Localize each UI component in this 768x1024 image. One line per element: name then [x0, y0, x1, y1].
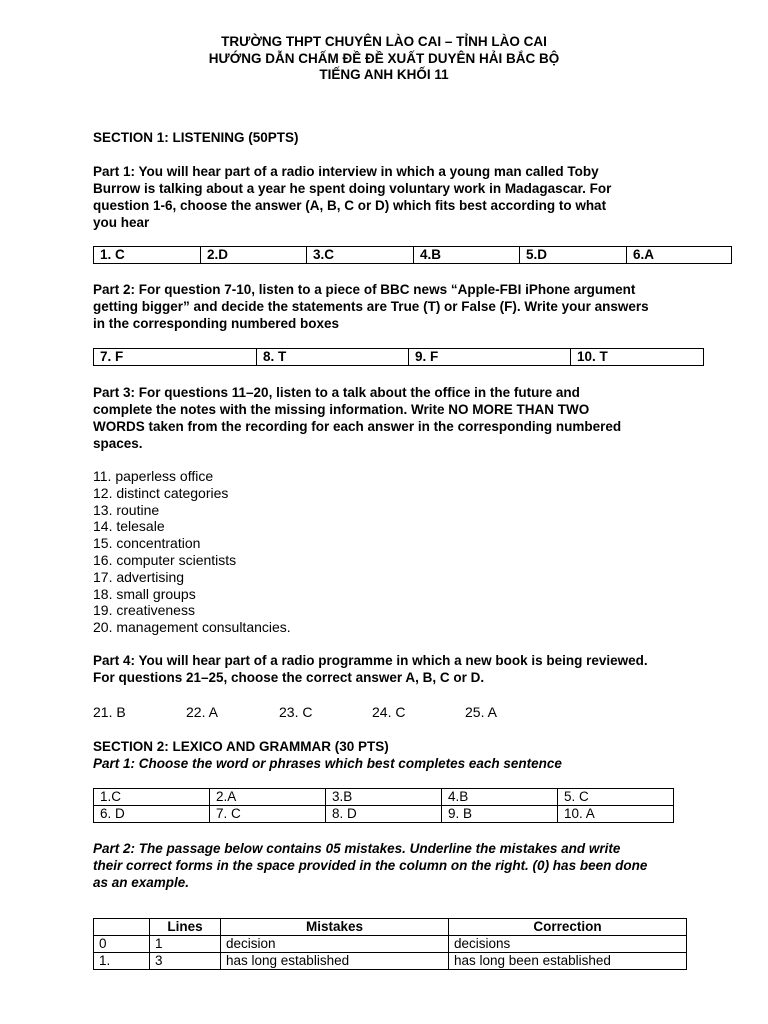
answer-cell: 4.B — [414, 247, 520, 264]
section2-part1-instruction: Part 1: Choose the word or phrases which best completes each sentence — [93, 756, 562, 771]
answer-cell: 10. A — [558, 806, 674, 823]
answer-cell: 5. C — [558, 789, 674, 806]
section1-part3-instruction: Part 3: For questions 11–20, listen to a talk about the office in the future and complete the notes with the missing information. Write NO MORE THAN TWO WORDS taken from the recording for each answer in the corresponding numbered spaces. — [93, 385, 622, 451]
table-cell: has long established — [221, 953, 449, 970]
part4-answer: 25. A — [465, 704, 497, 720]
answer-cell: 2.D — [201, 247, 307, 264]
list-item: 12. distinct categories — [93, 484, 229, 501]
table-cell: 1. — [94, 953, 150, 970]
answer-cell: 1. C — [94, 247, 201, 264]
part4-answer: 24. C — [372, 704, 406, 720]
part2-answer-table — [93, 348, 704, 366]
answer-cell: 7. F — [94, 349, 257, 366]
list-item: 13. routine — [93, 501, 160, 518]
list-item: 11. paperless office — [93, 468, 214, 484]
subject-grade: TIẾNG ANH KHỐI 11 — [319, 67, 449, 82]
answer-cell: 8. T — [257, 349, 409, 366]
section1-title: SECTION 1: LISTENING (50PTS) — [93, 130, 299, 145]
table-header-row — [94, 919, 687, 936]
table-row — [94, 247, 732, 264]
answer-cell: 10. T — [571, 349, 704, 366]
list-item: 20. management consultancies. — [93, 619, 291, 636]
answer-cell: 1.C — [94, 789, 210, 806]
column-header: Lines — [150, 919, 221, 936]
section1-part2-instruction: Part 2: For question 7-10, listen to a piece of BBC news “Apple-FBI iPhone argument getting bigger” and decide the statements are True (T) or False (F). Write your answers in the corresponding numbered boxes — [93, 282, 649, 331]
mistakes-table — [93, 918, 687, 970]
table-cell: decision — [221, 936, 449, 953]
list-item: 19. creativeness — [93, 602, 195, 619]
list-item: 17. advertising — [93, 568, 185, 585]
list-item: 16. computer scientists — [93, 551, 237, 568]
list-item: 14. telesale — [93, 518, 165, 535]
answer-cell: 3.C — [307, 247, 414, 264]
answer-cell: 2.A — [210, 789, 326, 806]
answer-cell: 9. B — [442, 806, 558, 823]
table-row — [94, 349, 704, 366]
column-header: Mistakes — [221, 919, 449, 936]
table-cell: 1 — [150, 936, 221, 953]
section2-part1-answer-table — [93, 788, 674, 823]
list-item: 15. concentration — [93, 535, 201, 552]
answer-cell: 8. D — [326, 806, 442, 823]
part3-answer-list — [93, 468, 291, 636]
part4-answer: 23. C — [279, 704, 313, 720]
answer-cell: 4.B — [442, 789, 558, 806]
table-row — [94, 806, 674, 823]
table-row — [94, 936, 687, 953]
table-cell: 0 — [94, 936, 150, 953]
answer-cell: 7. C — [210, 806, 326, 823]
column-header: Correction — [449, 919, 687, 936]
answer-cell: 5.D — [520, 247, 627, 264]
school-name: TRƯỜNG THPT CHUYÊN LÀO CAI – TỈNH LÀO CAI — [221, 34, 547, 49]
document-header — [0, 34, 768, 84]
section1-part1-instruction: Part 1: You will hear part of a radio interview in which a young man called Toby Burrow is talking about a year he spent doing voluntary work in Madagascar. For question 1-6, choose the answer (A, B, C or D) which fits best according to what you hear — [93, 164, 612, 230]
section1-part4-instruction: Part 4: You will hear part of a radio programme in which a new book is being reviewed. For questions 21–25, choose the correct answer A, B, C or D. — [93, 653, 648, 685]
answer-cell: 6.A — [627, 247, 732, 264]
part4-answer: 21. B — [93, 704, 126, 720]
part4-answer: 22. A — [186, 704, 218, 720]
table-cell: has long been established — [449, 953, 687, 970]
section2-part2-instruction: Part 2: The passage below contains 05 mistakes. Underline the mistakes and write their correct forms in the space provided in the column on the right. (0) has been done as an example. — [93, 841, 648, 890]
answer-cell: 3.B — [326, 789, 442, 806]
answer-cell: 9. F — [409, 349, 571, 366]
answer-cell: 6. D — [94, 806, 210, 823]
table-row — [94, 953, 687, 970]
document-title: HƯỚNG DẪN CHẤM ĐỀ ĐỀ XUẤT DUYÊN HẢI BẮC BỘ — [208, 50, 560, 66]
column-header — [94, 919, 150, 936]
table-cell: 3 — [150, 953, 221, 970]
part1-answer-table — [93, 246, 732, 264]
table-cell: decisions — [449, 936, 687, 953]
list-item: 18. small groups — [93, 585, 196, 602]
table-row — [94, 789, 674, 806]
section2-title: SECTION 2: LEXICO AND GRAMMAR (30 PTS) — [93, 739, 389, 754]
